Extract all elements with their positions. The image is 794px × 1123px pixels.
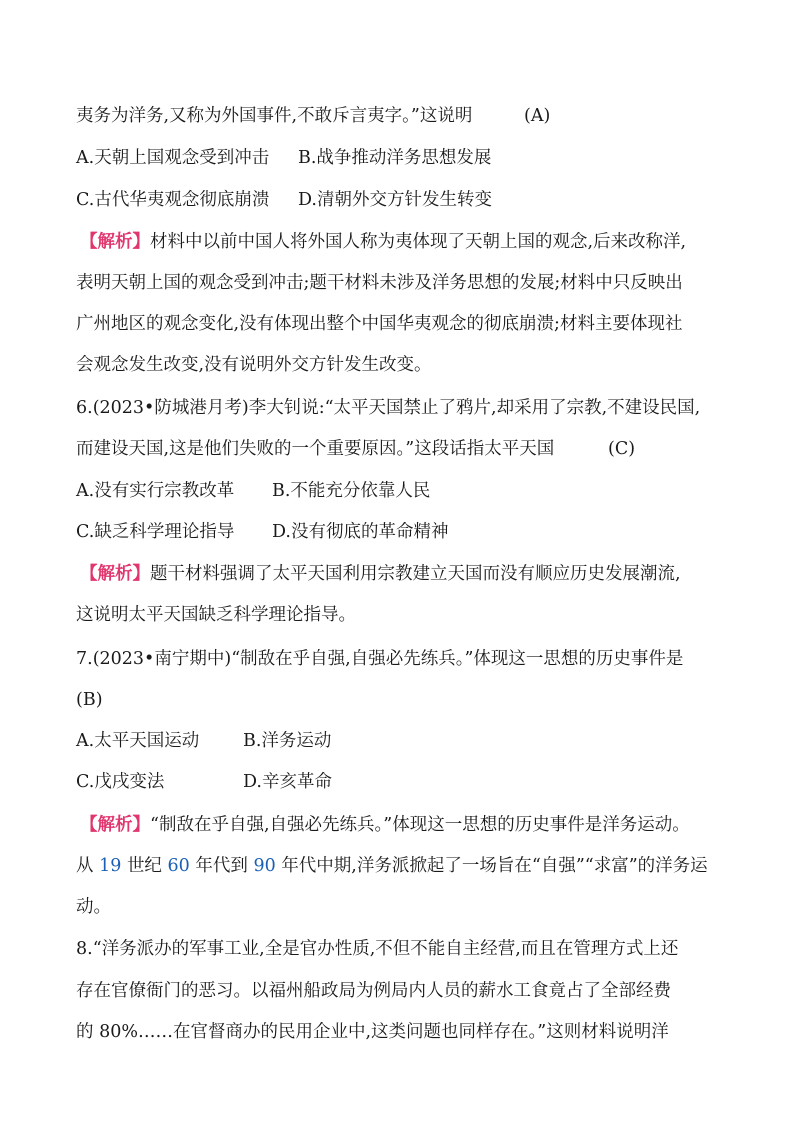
q5-analysis-tag: 【解析】 [80,232,150,252]
q6-analysis-line-2: 这说明太平天国缺乏科学理论指导。 [76,605,356,625]
q5-stem-line [76,104,551,128]
q8-stem-line-3: 的 80%……在官督商办的民用企业中,这类问题也同样存在。”这则材料说明洋 [76,1022,669,1042]
q5-options-row-2 [76,188,492,212]
q6-stem-line-1: 6.(2023•防城港月考)李大钊说:“太平天国禁止了鸦片,却采用了宗教,不建设民国, [76,398,701,418]
q5-analysis-line-4: 会观念发生改变,没有说明外交方针发生改变。 [76,355,432,375]
q7-options-row-2 [76,770,332,794]
q5-option-d: D.清朝外交方针发生转变 [298,190,492,210]
q7-analysis-line-1 [80,813,690,837]
q7-options-row-1 [76,729,332,753]
q7-number-19: 19 [99,856,122,876]
q7-answer: (B) [76,690,103,710]
q7-analysis-line-3: 动。 [76,897,111,917]
q7-option-a: A.太平天国运动 [76,731,200,751]
q8-stem-line-1: 8.“洋务派办的军事工业,全是官办性质,不但不能自主经营,而且在管理方式上还 [76,939,679,959]
q6-option-c: C.缺乏科学理论指导 [76,522,235,542]
q5-analysis-text-1: 材料中以前中国人将外国人称为夷体现了天朝上国的观念,后来改称洋, [150,232,687,252]
q6-options-row-1 [76,479,431,503]
q6-option-b: B.不能充分依靠人民 [272,481,431,501]
q6-stem-line-2 [76,437,636,461]
q6-options-row-2 [76,520,449,544]
q6-option-d: D.没有彻底的革命精神 [272,522,449,542]
q5-answer: (A) [524,106,551,126]
q6-answer: (C) [608,439,636,459]
q7-analysis-text-2b: 世纪 [126,856,162,876]
q7-analysis-text-2c: 年代到 [195,856,248,876]
q7-option-b: B.洋务运动 [243,731,332,751]
q7-number-90: 90 [253,856,276,876]
q7-analysis-tag: 【解析】 [80,815,150,835]
q5-analysis-line-3: 广州地区的观念变化,没有体现出整个中国华夷观念的彻底崩溃;材料主要体现社 [76,314,683,334]
q7-analysis-line-2 [76,854,708,878]
q6-analysis-line-1 [80,562,681,586]
q7-option-c: C.戊戌变法 [76,772,165,792]
q7-analysis-text-2d: 年代中期,洋务派掀起了一场旨在“自强”“求富”的洋务运 [281,856,708,876]
q6-analysis-tag: 【解析】 [80,564,150,584]
q7-stem-line: 7.(2023•南宁期中)“制敌在乎自强,自强必先练兵。”体现这一思想的历史事件是 [76,649,684,669]
q5-stem-text: 夷务为洋务,又称为外国事件,不敢斥言夷字。”这说明 [76,106,473,126]
q7-analysis-text-2a: 从 [76,856,94,876]
q5-options-row-1 [76,146,492,170]
q8-stem-line-2: 存在官僚衙门的恶习。以福州船政局为例局内人员的薪水工食竟占了全部经费 [76,981,671,1001]
q5-option-b: B.战争推动洋务思想发展 [298,148,492,168]
q5-analysis-line-2: 表明天朝上国的观念受到冲击;题干材料未涉及洋务思想的发展;材料中只反映出 [76,273,683,293]
q5-option-c: C.古代华夷观念彻底崩溃 [76,190,270,210]
q7-analysis-text-1: “制敌在乎自强,自强必先练兵。”体现这一思想的历史事件是洋务运动。 [150,815,690,835]
q7-number-60: 60 [167,856,190,876]
q6-analysis-text-1: 题干材料强调了太平天国利用宗教建立天国而没有顺应历史发展潮流, [150,564,681,584]
q6-option-a: A.没有实行宗教改革 [76,481,235,501]
q5-option-a: A.天朝上国观念受到冲击 [76,148,270,168]
q7-option-d: D.辛亥革命 [243,772,332,792]
q5-analysis-line-1 [80,230,686,254]
q6-stem-text: 而建设天国,这是他们失败的一个重要原因。”这段话指太平天国 [76,439,555,459]
